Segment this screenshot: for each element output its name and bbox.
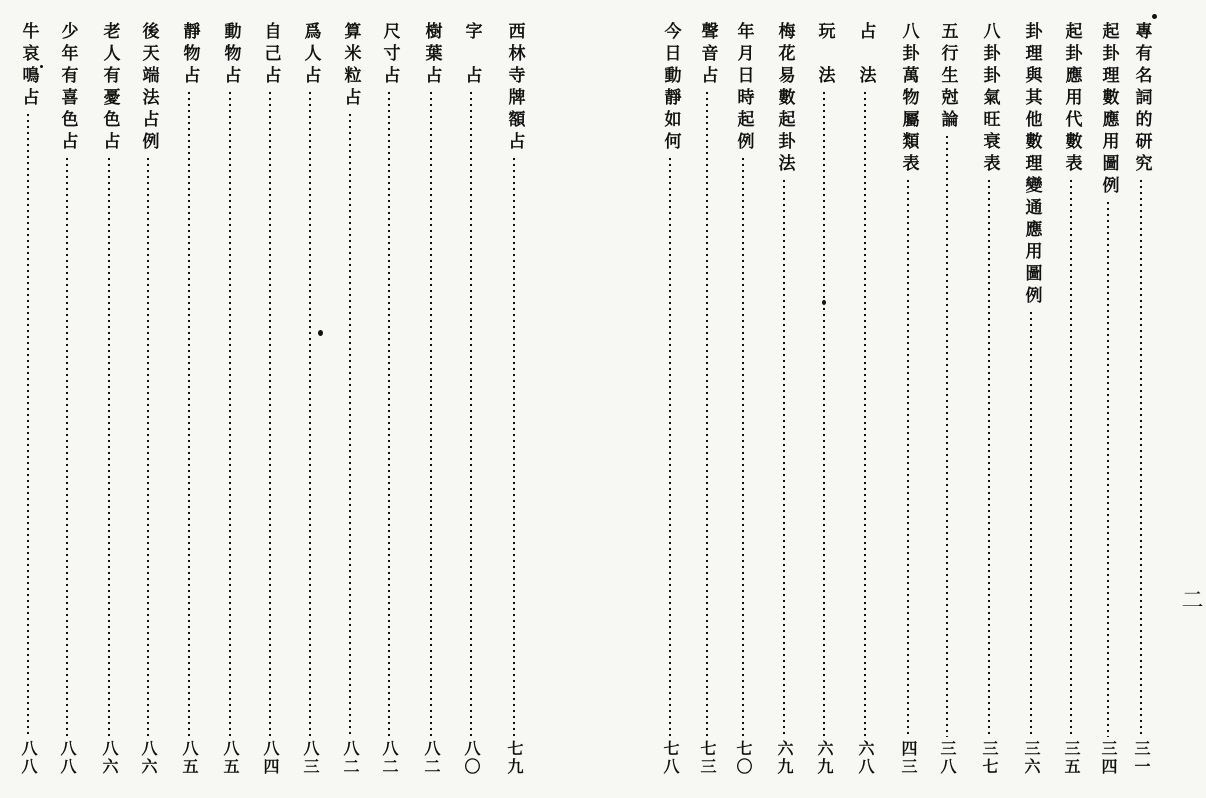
- toc-entry: [1057, 22, 1085, 782]
- toc-entry-title: 尺寸占: [379, 22, 400, 88]
- toc-entry-page: 四三: [899, 740, 918, 776]
- dot-leader: [430, 90, 432, 737]
- dot-leader: [388, 90, 390, 737]
- toc-entry: [256, 22, 284, 782]
- toc-entry-page: 八三: [301, 740, 320, 776]
- toc-entry-title: 樹葉占: [421, 22, 442, 88]
- toc-entry-page: 七三: [698, 740, 717, 776]
- toc-entry: [296, 22, 324, 782]
- dot-leader: [946, 134, 948, 737]
- toc-entry: [1017, 22, 1045, 782]
- toc-entry-page: 八五: [221, 740, 240, 776]
- toc-entry-page: 七九: [505, 740, 524, 776]
- toc-entry-title: 牛哀鳴占: [18, 22, 39, 110]
- toc-entry-page: 八二: [422, 740, 441, 776]
- dot-leader: [907, 178, 909, 737]
- dot-leader: [1140, 178, 1142, 737]
- toc-entry: [933, 22, 961, 782]
- toc-entry-title: 梅花易數起卦法: [774, 22, 795, 176]
- toc-entry-page: 八八: [19, 740, 38, 776]
- dot-leader: [147, 156, 149, 737]
- dot-leader: [783, 178, 785, 737]
- toc-entry: [417, 22, 445, 782]
- toc-entry-title: 爲人占: [300, 22, 321, 88]
- toc-entry-title: 西林寺牌額占: [504, 22, 525, 154]
- toc-entry-title: 起卦理數應用圖例: [1098, 22, 1119, 198]
- toc-entry: [770, 22, 798, 782]
- toc-entry-title: 字 占: [461, 22, 482, 88]
- toc-entry-page: 六八: [856, 740, 875, 776]
- toc-entry-title: 動物占: [220, 22, 241, 88]
- toc-entry-title: 自己占: [260, 22, 281, 88]
- toc-entry-title: 聲音占: [697, 22, 718, 88]
- toc-entry: [336, 22, 364, 782]
- toc-entry-title: 專有名詞的研究: [1131, 22, 1152, 176]
- toc-entry-page: 八〇: [462, 740, 481, 776]
- toc-entry-page: 八五: [180, 740, 199, 776]
- dot-leader: [1070, 178, 1072, 737]
- toc-entry-title: 占 法: [855, 22, 876, 88]
- ink-speck: [40, 65, 43, 68]
- toc-entry-title: 玩 法: [814, 22, 835, 88]
- dot-leader: [108, 156, 110, 737]
- toc-entry: [500, 22, 528, 782]
- toc-entry-title: 老人有憂色占: [99, 22, 120, 154]
- toc-entry: [53, 22, 81, 782]
- ink-speck: [1152, 14, 1157, 19]
- dot-leader: [742, 156, 744, 737]
- dot-leader: [1030, 310, 1032, 737]
- ink-speck: [318, 330, 323, 336]
- toc-entry: [175, 22, 203, 782]
- dot-leader: [66, 156, 68, 737]
- toc-entry: [134, 22, 162, 782]
- dot-leader: [188, 90, 190, 737]
- toc-entry-page: 三五: [1062, 740, 1081, 776]
- dot-leader: [349, 112, 351, 737]
- toc-entry-title: 年月日時起例: [733, 22, 754, 154]
- toc-entry-title: 今日動靜如何: [660, 22, 681, 154]
- toc-entry: [375, 22, 403, 782]
- toc-entry: [810, 22, 838, 782]
- toc-entry: [14, 22, 42, 782]
- toc-entry: [457, 22, 485, 782]
- dot-leader: [823, 90, 825, 737]
- toc-entry-title: 八卦萬物屬類表: [898, 22, 919, 176]
- toc-entry-page: 八二: [380, 740, 399, 776]
- toc-entry: [894, 22, 922, 782]
- dot-leader: [706, 90, 708, 737]
- toc-entry-page: 三一: [1132, 740, 1151, 776]
- dot-leader: [513, 156, 515, 737]
- dot-leader: [988, 178, 990, 737]
- toc-entry-page: 七〇: [734, 740, 753, 776]
- toc-entry-page: 八六: [100, 740, 119, 776]
- toc-entry: [656, 22, 684, 782]
- dot-leader: [470, 90, 472, 737]
- toc-entry: [1127, 22, 1155, 782]
- toc-entry-title: 五行生尅論: [937, 22, 958, 132]
- toc-entry-page: 八六: [139, 740, 158, 776]
- toc-entry-page: 六九: [775, 740, 794, 776]
- toc-entry-title: 少年有喜色占: [57, 22, 78, 154]
- toc-entry: [1094, 22, 1122, 782]
- toc-entry: [729, 22, 757, 782]
- toc-entry-title: 八卦卦氣旺衰表: [979, 22, 1000, 176]
- toc-entry: [95, 22, 123, 782]
- page-number: 二: [1178, 588, 1203, 610]
- toc-entry: [975, 22, 1003, 782]
- toc-entry-title: 算米粒占: [340, 22, 361, 110]
- toc-entry: [216, 22, 244, 782]
- toc-entry-page: 三六: [1022, 740, 1041, 776]
- toc-entry: [693, 22, 721, 782]
- toc-entry-title: 起卦應用代數表: [1061, 22, 1082, 176]
- toc-entry-page: 三七: [980, 740, 999, 776]
- dot-leader: [229, 90, 231, 737]
- dot-leader: [269, 90, 271, 737]
- toc-entry-page: 三八: [938, 740, 957, 776]
- toc-entry-page: 七八: [661, 740, 680, 776]
- toc-entry: [851, 22, 879, 782]
- toc-entry-page: 八四: [261, 740, 280, 776]
- toc-entry-title: 後天端法占例: [138, 22, 159, 154]
- dot-leader: [27, 112, 29, 737]
- toc-entry-page: 六九: [815, 740, 834, 776]
- ink-speck: [822, 300, 826, 305]
- toc-entry-page: 八八: [58, 740, 77, 776]
- dot-leader: [669, 156, 671, 737]
- dot-leader: [864, 90, 866, 737]
- toc-entry-page: 八二: [341, 740, 360, 776]
- toc-entry-title: 卦理與其他數理變通應用圖例: [1021, 22, 1042, 308]
- dot-leader: [1107, 200, 1109, 737]
- dot-leader: [309, 90, 311, 737]
- toc-entry-page: 三四: [1099, 740, 1118, 776]
- toc-entry-title: 靜物占: [179, 22, 200, 88]
